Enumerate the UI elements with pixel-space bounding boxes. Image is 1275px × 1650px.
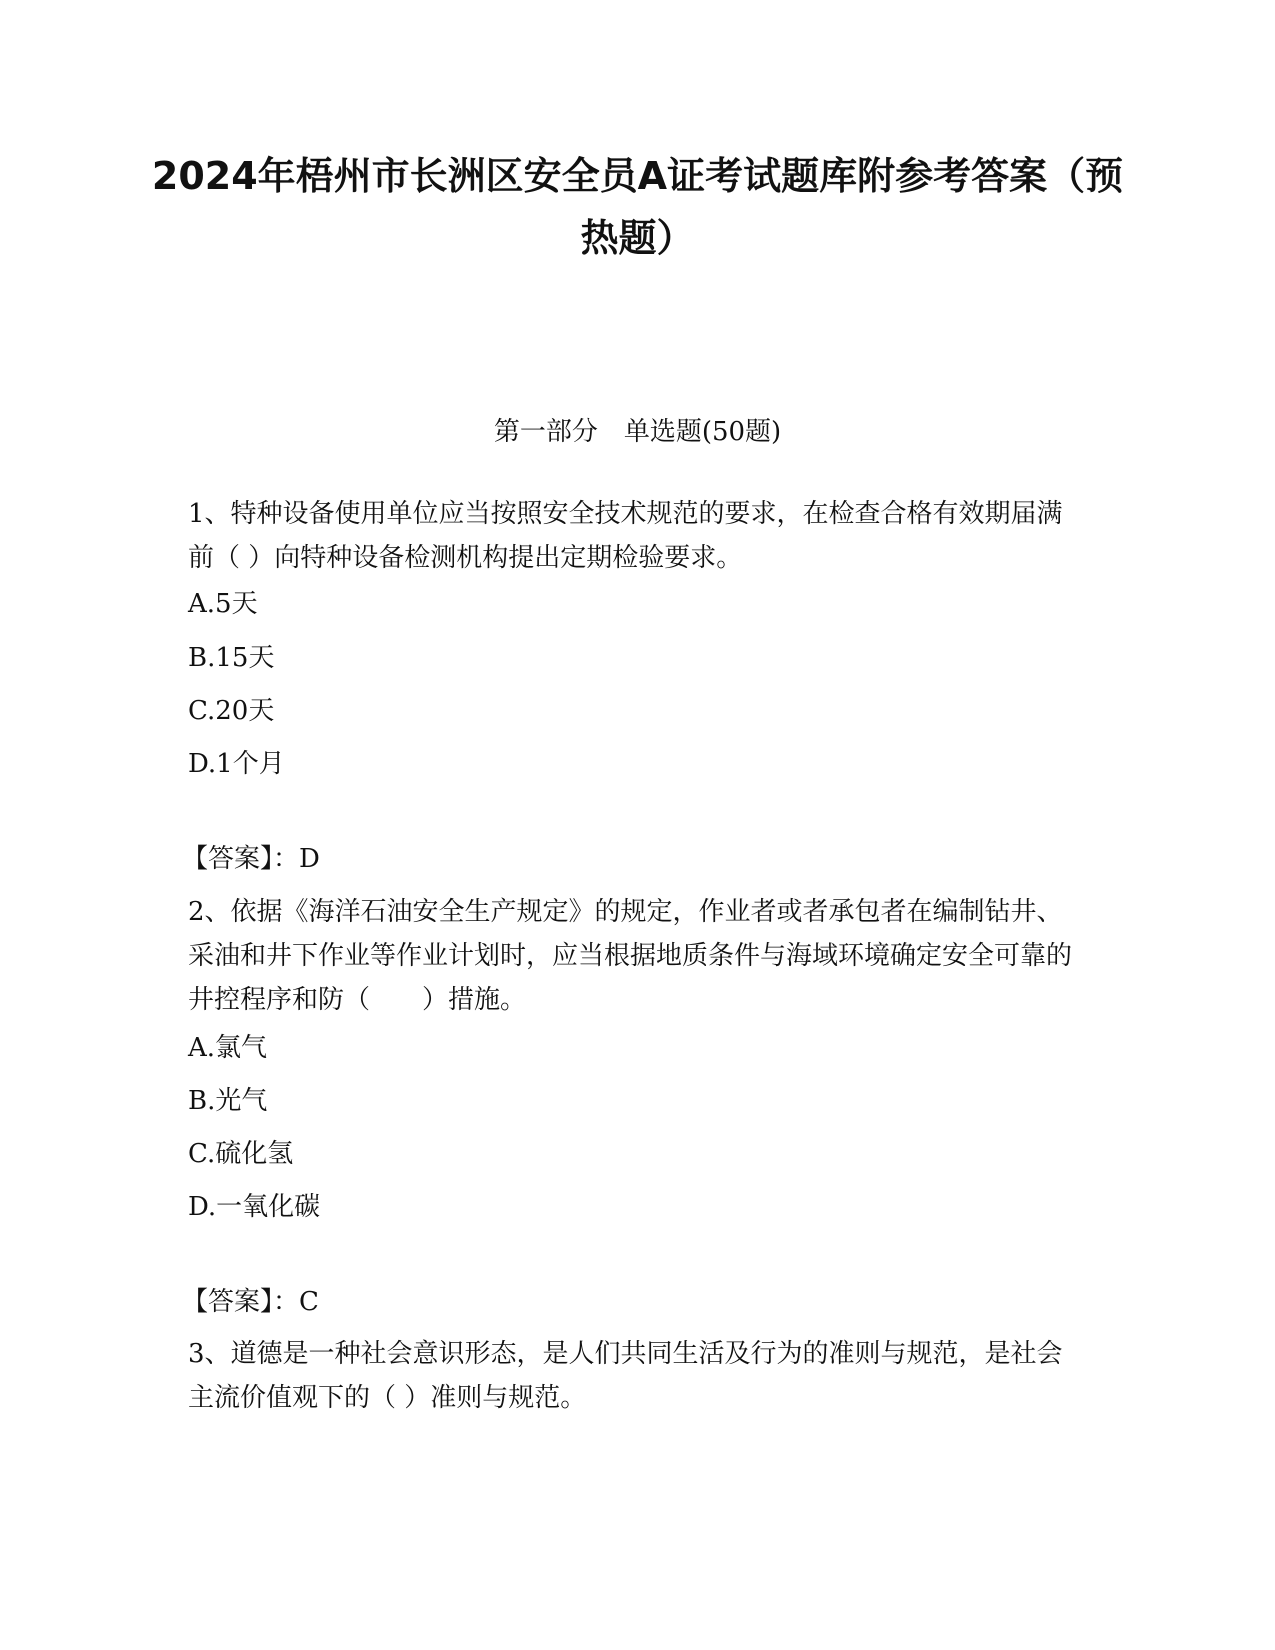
question-1-option-d: D.1个月	[188, 749, 285, 779]
question-1-option-b: B.15天	[188, 643, 275, 673]
section-heading: 第一部分 单选题(50题)	[493, 417, 782, 447]
question-1-option-a: A.5天	[188, 589, 258, 619]
question-2-stem: 2、依据《海洋石油安全生产规定》的规定，作业者或者承包者在编制钻井、采油和井下作业等作业计划时，应当根据地质条件与海域环境确定安全可靠的井控程序和防（ ）措施。	[188, 897, 1073, 1015]
question-1-answer: 【答案】：D	[182, 844, 320, 874]
question-1-stem: 1、特种设备使用单位应当按照安全技术规范的要求，在检查合格有效期届满前（ ）向特种设备检测机构提出定期检验要求。	[188, 499, 1063, 573]
question-2-option-d: D.一氧化碳	[188, 1192, 321, 1222]
question-2-option-b: B.光气	[188, 1086, 268, 1116]
question-1-option-c: C.20天	[188, 696, 275, 726]
document-title: 2024年梧州市长洲区安全员A证考试题库附参考答案（预热题）	[151, 154, 1124, 260]
question-3-stem: 3、道德是一种社会意识形态，是人们共同生活及行为的准则与规范，是社会主流价值观下的（ ）准则与规范。	[188, 1339, 1063, 1413]
question-2-option-a: A.氯气	[188, 1033, 268, 1063]
question-2-option-c: C.硫化氢	[188, 1139, 294, 1169]
question-2-answer: 【答案】：C	[182, 1287, 319, 1317]
